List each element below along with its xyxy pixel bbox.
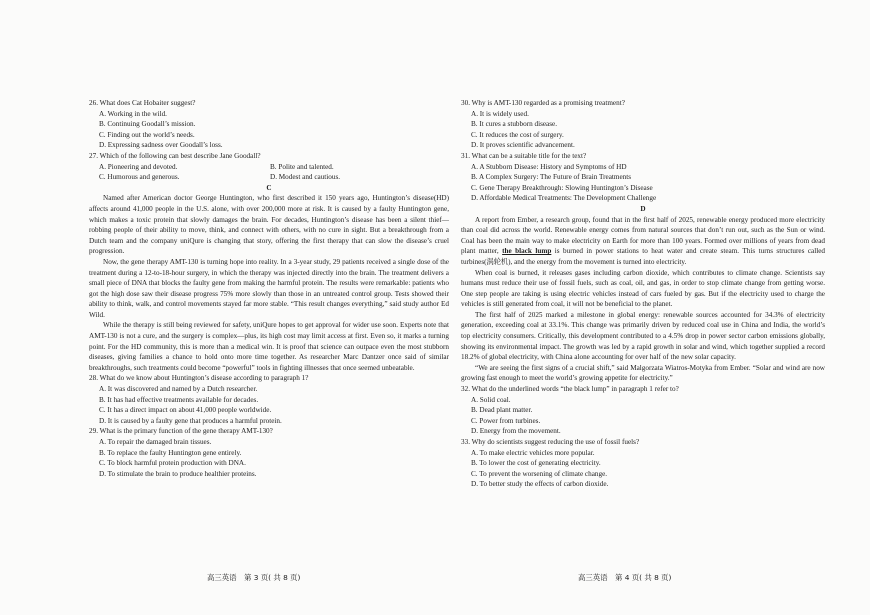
option-27c: C. Humorous and generous. bbox=[99, 173, 180, 182]
left-column bbox=[89, 98, 449, 479]
underlined-black-lump: the black lump bbox=[502, 247, 552, 256]
passage-d-paragraph-2: When coal is burned, it releases gases including carbon dioxide, which contributes to climate change. Scientists say humans must reduce their use of fossil fuels, such as coal, oil, and gas, in order to stop climate change from getting worse. One step people are taking is using electric vehicles instead of cars fueled by gas. But if the electricity used to charge the vehicles is still generated from coal, it will not be beneficial to the planet. bbox=[461, 268, 825, 309]
option-28d: D. It is caused by a faulty gene that produces a harmful protein. bbox=[99, 416, 282, 425]
option-26c: C. Finding out the world’s needs. bbox=[99, 130, 195, 139]
option-33c: C. To prevent the worsening of climate change. bbox=[471, 469, 608, 478]
option-31a: A. A Stubborn Disease: History and Symptoms of HD bbox=[471, 162, 627, 171]
passage-c-paragraph-2: Now, the gene therapy AMT-130 is turning hope into reality. In a 3-year study, 29 patients received a single dose of the treatment during a 12-to-18-hour surgery, in which the therapy was injected directly into the brain. The treatment delivers a small piece of DNA that blocks the faulty gene from making the harmful protein. The results were remarkable: patients who got the high dose saw their disease progress 75% more slowly than those in an untreated control group. Tests showed their ability to think, walk, and control movements stayed far more stable. “This result changes everything,” said study author Ed Wild. bbox=[89, 257, 449, 319]
option-32c: C. Power from turbines. bbox=[471, 416, 541, 425]
page-footer-left: 高三英语 第 3 页( 共 8 页) bbox=[207, 573, 301, 582]
option-32b: B. Dead plant matter. bbox=[471, 406, 533, 415]
question-28: 28. What do we know about Huntington’s disease according to paragraph 1? bbox=[89, 374, 309, 383]
question-31: 31. What can be a suitable title for the text? bbox=[461, 151, 587, 160]
options-27-row2 bbox=[99, 172, 449, 183]
option-28b: B. It has had effective treatments available for decades. bbox=[99, 395, 259, 404]
passage-d-paragraph-3: The first half of 2025 marked a milestone in global energy: renewable sources accounted for 34.3% of electricity generation, exceeding coal at 33.1%. This change was primarily driven by reduced coal use in China and India, the world’s top electricity consumers. Critically, this development contributed to a 4.5% drop in power sector carbon emissions globally, showing its environmental impact. The growth was led by a rapid growth in solar and wind, which together supplied a record 18.2% of global electricity, with China alone accounting for over half of the new solar capacity. bbox=[461, 310, 825, 362]
option-31d: D. Affordable Medical Treatments: The Development Challenge bbox=[471, 194, 657, 203]
option-33b: B. To lower the cost of generating electricity. bbox=[471, 459, 601, 468]
option-26a: A. Working in the wild. bbox=[99, 109, 167, 118]
question-26: 26. What does Cat Hobaiter suggest? bbox=[89, 99, 196, 107]
option-29c: C. To block harmful protein production with DNA. bbox=[99, 459, 246, 468]
passage-c-paragraph-1: Named after American doctor George Huntington, who first described it 150 years ago, Huntington’s disease(HD) affects around 41,000 people in the U.S. alone, with over 200,000 more at risk. It is caused by a faulty Huntington gene, which makes a toxic protein that slowly damages the brain. For decades, Huntington’s disease has been a silent thief—robbing people of their ability to move, think, and connect with others, with no cure in sight. But a breakthrough from a Dutch team and the company uniQure is changing that story, offering the first therapy that can slow the disease’s cruel progression. bbox=[89, 194, 449, 256]
option-32a: A. Solid coal. bbox=[471, 395, 511, 404]
option-32d: D. Energy from the movement. bbox=[471, 427, 561, 436]
paragraph-1-text-start: A report from Ember, a research group, found that in the first half of 2025, renewable energy produced more electricity than coal did across the world. Renewable energy comes from natural sources that don’t run out, such as the Sun or wind. Coal has been the main way to make electricity on Earth for more than 100 years. Formed over millions of years from dead plant matter, bbox=[461, 215, 825, 256]
section-c-heading: C bbox=[266, 183, 272, 192]
option-27b: B. Polite and talented. bbox=[270, 162, 334, 171]
paragraph-1-text-end: is burned in power stations to heat water and create steam. This turns structures called turbines(涡轮机), and the energy from the movement is turned into electricity. bbox=[461, 247, 825, 266]
page-footer-right: 高三英语 第 4 页( 共 8 页) bbox=[578, 573, 672, 582]
question-30: 30. Why is AMT-130 regarded as a promising treatment? bbox=[461, 99, 625, 107]
option-28c: C. It has a direct impact on about 41,000 people worldwide. bbox=[99, 406, 272, 415]
option-27a: A. Pioneering and devoted. bbox=[99, 162, 178, 171]
option-33a: A. To make electric vehicles more popular. bbox=[471, 448, 595, 457]
option-31c: C. Gene Therapy Breakthrough: Slowing Huntington’s Disease bbox=[471, 183, 653, 192]
option-30c: C. It reduces the cost of surgery. bbox=[471, 130, 564, 139]
passage-d-paragraph-4: “We are seeing the first signs of a crucial shift,” said Malgorzata Wiatros-Motyka from Ember. “Solar and wind are now growing fast enough to meet the world’s growing appetite for electricity.” bbox=[461, 363, 825, 383]
option-29d: D. To stimulate the brain to produce healthier proteins. bbox=[99, 469, 257, 478]
question-33: 33. Why do scientists suggest reducing the use of fossil fuels? bbox=[461, 438, 640, 446]
option-26d: D. Expressing sadness over Goodall’s loss. bbox=[99, 141, 223, 150]
option-29a: A. To repair the damaged brain tissues. bbox=[99, 438, 212, 446]
passage-d-paragraph-1 bbox=[461, 215, 825, 268]
question-29: 29. What is the primary function of the gene therapy AMT-130? bbox=[89, 427, 273, 436]
option-30b: B. It cures a stubborn disease. bbox=[471, 120, 558, 129]
options-27-row1 bbox=[99, 162, 449, 173]
option-28a: A. It was discovered and named by a Dutch researcher. bbox=[99, 385, 258, 394]
option-33d: D. To better study the effects of carbon dioxide. bbox=[471, 480, 609, 489]
section-d-heading: D bbox=[640, 204, 646, 213]
option-30d: D. It proves scientific advancement. bbox=[471, 141, 575, 150]
option-26b: B. Continuing Goodall’s mission. bbox=[99, 120, 196, 129]
passage-c-paragraph-3: While the therapy is still being reviewed for safety, uniQure hopes to get approval for wider use soon. Experts note that AMT-130 is not a cure, and the surgery is complex—plus, its high cost may limit access at first. Even so, it marks a turning point. For the HD community, this is more than a medical win. It is proof that science can outpace even the most stubborn diseases, giving families a chance to hold onto more time together. As researcher Marc Dantzer once said of similar breakthroughs, such treatments could become “powerful” tools in fighting illnesses that once seemed unbeatable. bbox=[89, 321, 449, 372]
option-30a: A. It is widely used. bbox=[471, 109, 529, 118]
question-27: 27. Which of the following can best describe Jane Goodall? bbox=[89, 151, 261, 160]
option-31b: B. A Complex Surgery: The Future of Brain Treatments bbox=[471, 173, 632, 182]
option-27d: D. Modest and cautious. bbox=[270, 173, 341, 182]
option-29b: B. To replace the faulty Huntington gene entirely. bbox=[99, 448, 242, 457]
right-column bbox=[461, 98, 825, 490]
question-32: 32. What do the underlined words “the black lump” in paragraph 1 refer to? bbox=[461, 385, 679, 394]
